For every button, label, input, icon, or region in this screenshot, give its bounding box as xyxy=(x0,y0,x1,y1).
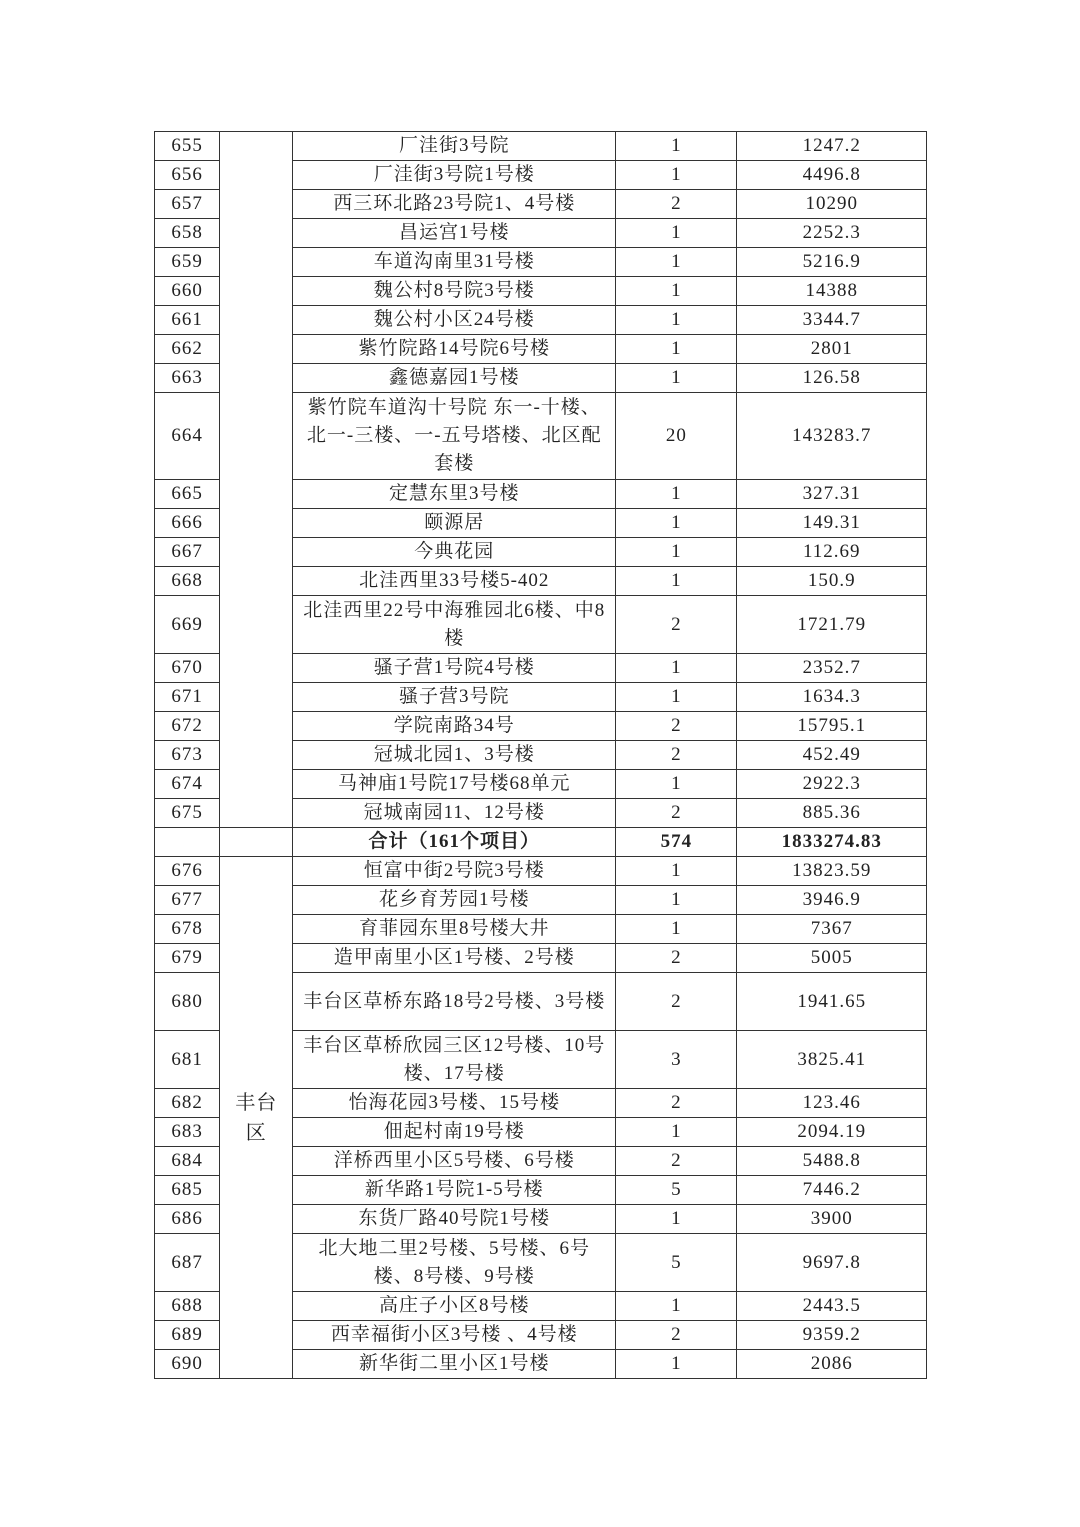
row-number: 655 xyxy=(155,132,220,161)
row-number: 681 xyxy=(155,1031,220,1089)
row-number: 661 xyxy=(155,306,220,335)
building-count: 2 xyxy=(616,741,737,770)
project-name: 紫竹院车道沟十号院 东一-十楼、北一-三楼、一-五号塔楼、北区配套楼 xyxy=(293,393,616,480)
building-count: 1 xyxy=(616,248,737,277)
building-count: 2 xyxy=(616,1089,737,1118)
project-name: 颐源居 xyxy=(293,509,616,538)
row-number: 658 xyxy=(155,219,220,248)
building-count: 20 xyxy=(616,393,737,480)
row-number: 685 xyxy=(155,1176,220,1205)
project-name: 紫竹院路14号院6号楼 xyxy=(293,335,616,364)
floor-area: 15795.1 xyxy=(737,712,927,741)
floor-area: 1634.3 xyxy=(737,683,927,712)
project-name: 学院南路34号 xyxy=(293,712,616,741)
row-number: 663 xyxy=(155,364,220,393)
floor-area: 4496.8 xyxy=(737,161,927,190)
floor-area: 143283.7 xyxy=(737,393,927,480)
housing-project-table xyxy=(154,131,927,1379)
floor-area: 3344.7 xyxy=(737,306,927,335)
row-number: 659 xyxy=(155,248,220,277)
floor-area: 14388 xyxy=(737,277,927,306)
floor-area: 9697.8 xyxy=(737,1234,927,1292)
row-number: 669 xyxy=(155,596,220,654)
row-number: 670 xyxy=(155,654,220,683)
row-number: 676 xyxy=(155,857,220,886)
floor-area: 150.9 xyxy=(737,567,927,596)
project-name: 东货厂路40号院1号楼 xyxy=(293,1205,616,1234)
floor-area: 5005 xyxy=(737,944,927,973)
floor-area: 2094.19 xyxy=(737,1118,927,1147)
project-name: 洋桥西里小区5号楼、6号楼 xyxy=(293,1147,616,1176)
floor-area: 149.31 xyxy=(737,509,927,538)
row-number: 674 xyxy=(155,770,220,799)
project-name: 厂洼街3号院1号楼 xyxy=(293,161,616,190)
project-name: 车道沟南里31号楼 xyxy=(293,248,616,277)
row-number: 690 xyxy=(155,1350,220,1379)
building-count: 1 xyxy=(616,132,737,161)
project-name: 骚子营1号院4号楼 xyxy=(293,654,616,683)
building-count: 1 xyxy=(616,567,737,596)
project-name: 马神庙1号院17号楼68单元 xyxy=(293,770,616,799)
project-name: 新华街二里小区1号楼 xyxy=(293,1350,616,1379)
row-number: 668 xyxy=(155,567,220,596)
project-name: 恒富中街2号院3号楼 xyxy=(293,857,616,886)
total-label: 合计（161个项目） xyxy=(293,828,616,857)
floor-area: 2922.3 xyxy=(737,770,927,799)
floor-area: 10290 xyxy=(737,190,927,219)
building-count: 1 xyxy=(616,538,737,567)
building-count: 2 xyxy=(616,596,737,654)
building-count: 1 xyxy=(616,277,737,306)
floor-area: 123.46 xyxy=(737,1089,927,1118)
row-number: 656 xyxy=(155,161,220,190)
project-name: 冠城北园1、3号楼 xyxy=(293,741,616,770)
project-name: 花乡育芳园1号楼 xyxy=(293,886,616,915)
building-count: 1 xyxy=(616,509,737,538)
building-count: 1 xyxy=(616,1292,737,1321)
building-count: 2 xyxy=(616,1147,737,1176)
project-name: 西三环北路23号院1、4号楼 xyxy=(293,190,616,219)
row-number: 666 xyxy=(155,509,220,538)
row-number: 683 xyxy=(155,1118,220,1147)
project-name: 丰台区草桥欣园三区12号楼、10号楼、17号楼 xyxy=(293,1031,616,1089)
building-count: 1 xyxy=(616,219,737,248)
building-count: 2 xyxy=(616,712,737,741)
floor-area: 2801 xyxy=(737,335,927,364)
row-number: 689 xyxy=(155,1321,220,1350)
project-name: 定慧东里3号楼 xyxy=(293,480,616,509)
row-number: 686 xyxy=(155,1205,220,1234)
row-number: 682 xyxy=(155,1089,220,1118)
building-count: 1 xyxy=(616,335,737,364)
row-number: 678 xyxy=(155,915,220,944)
project-name: 丰台区草桥东路18号2号楼、3号楼 xyxy=(293,973,616,1031)
row-number: 673 xyxy=(155,741,220,770)
project-name: 怡海花园3号楼、15号楼 xyxy=(293,1089,616,1118)
building-count: 2 xyxy=(616,944,737,973)
floor-area: 112.69 xyxy=(737,538,927,567)
project-name: 鑫德嘉园1号楼 xyxy=(293,364,616,393)
building-count: 2 xyxy=(616,799,737,828)
building-count: 1 xyxy=(616,306,737,335)
project-name: 北大地二里2号楼、5号楼、6号楼、8号楼、9号楼 xyxy=(293,1234,616,1292)
building-count: 1 xyxy=(616,770,737,799)
project-name: 北洼西里33号楼5-402 xyxy=(293,567,616,596)
floor-area: 1721.79 xyxy=(737,596,927,654)
floor-area: 3825.41 xyxy=(737,1031,927,1089)
floor-area: 2443.5 xyxy=(737,1292,927,1321)
building-count: 2 xyxy=(616,973,737,1031)
row-number: 688 xyxy=(155,1292,220,1321)
floor-area: 9359.2 xyxy=(737,1321,927,1350)
project-name: 新华路1号院1-5号楼 xyxy=(293,1176,616,1205)
floor-area: 3946.9 xyxy=(737,886,927,915)
row-number: 687 xyxy=(155,1234,220,1292)
row-number: 675 xyxy=(155,799,220,828)
project-name: 西幸福街小区3号楼 、4号楼 xyxy=(293,1321,616,1350)
floor-area: 5216.9 xyxy=(737,248,927,277)
building-count: 1 xyxy=(616,654,737,683)
table-row xyxy=(155,132,927,161)
floor-area: 327.31 xyxy=(737,480,927,509)
project-name: 魏公村8号院3号楼 xyxy=(293,277,616,306)
district-cell: 丰台区 xyxy=(220,857,293,1379)
floor-area: 5488.8 xyxy=(737,1147,927,1176)
building-count: 1 xyxy=(616,886,737,915)
project-name: 冠城南园11、12号楼 xyxy=(293,799,616,828)
building-count: 1 xyxy=(616,364,737,393)
building-count: 2 xyxy=(616,190,737,219)
project-name: 北洼西里22号中海雅园北6楼、中8楼 xyxy=(293,596,616,654)
floor-area: 452.49 xyxy=(737,741,927,770)
project-name: 厂洼街3号院 xyxy=(293,132,616,161)
project-name: 魏公村小区24号楼 xyxy=(293,306,616,335)
floor-area: 2086 xyxy=(737,1350,927,1379)
row-number: 665 xyxy=(155,480,220,509)
project-name: 造甲南里小区1号楼、2号楼 xyxy=(293,944,616,973)
floor-area: 1247.2 xyxy=(737,132,927,161)
floor-area: 3900 xyxy=(737,1205,927,1234)
building-count: 1 xyxy=(616,1118,737,1147)
project-name: 今典花园 xyxy=(293,538,616,567)
table-row xyxy=(155,857,927,886)
row-number: 662 xyxy=(155,335,220,364)
row-number: 684 xyxy=(155,1147,220,1176)
floor-area: 885.36 xyxy=(737,799,927,828)
building-count: 1 xyxy=(616,1350,737,1379)
building-count: 1 xyxy=(616,683,737,712)
row-number: 672 xyxy=(155,712,220,741)
floor-area: 7446.2 xyxy=(737,1176,927,1205)
row-number: 664 xyxy=(155,393,220,480)
floor-area: 7367 xyxy=(737,915,927,944)
building-count: 1 xyxy=(616,1205,737,1234)
row-number: 667 xyxy=(155,538,220,567)
district-cell xyxy=(220,828,293,857)
floor-area: 13823.59 xyxy=(737,857,927,886)
row-number: 680 xyxy=(155,973,220,1031)
row-number: 679 xyxy=(155,944,220,973)
building-count: 3 xyxy=(616,1031,737,1089)
project-name: 育菲园东里8号楼大井 xyxy=(293,915,616,944)
floor-area: 2352.7 xyxy=(737,654,927,683)
floor-area: 126.58 xyxy=(737,364,927,393)
building-count: 1 xyxy=(616,915,737,944)
floor-area: 2252.3 xyxy=(737,219,927,248)
building-count: 5 xyxy=(616,1234,737,1292)
district-cell xyxy=(220,132,293,828)
floor-area: 1941.65 xyxy=(737,973,927,1031)
project-name: 高庄子小区8号楼 xyxy=(293,1292,616,1321)
row-number: 660 xyxy=(155,277,220,306)
row-number: 671 xyxy=(155,683,220,712)
project-name: 佃起村南19号楼 xyxy=(293,1118,616,1147)
total-count: 574 xyxy=(616,828,737,857)
total-area: 1833274.83 xyxy=(737,828,927,857)
building-count: 1 xyxy=(616,857,737,886)
total-row xyxy=(155,828,927,857)
project-name: 昌运宫1号楼 xyxy=(293,219,616,248)
building-count: 1 xyxy=(616,161,737,190)
project-name: 骚子营3号院 xyxy=(293,683,616,712)
row-number: 657 xyxy=(155,190,220,219)
building-count: 2 xyxy=(616,1321,737,1350)
building-count: 5 xyxy=(616,1176,737,1205)
building-count: 1 xyxy=(616,480,737,509)
row-number: 677 xyxy=(155,886,220,915)
row-number xyxy=(155,828,220,857)
